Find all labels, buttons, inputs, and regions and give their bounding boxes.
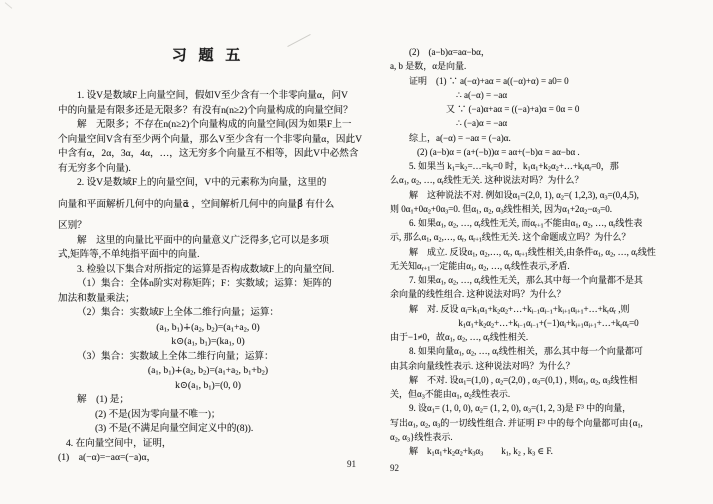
text-line: 有无穷多个向量). — [58, 162, 131, 174]
page-title: 习 题 五 — [171, 48, 245, 64]
text-line: 7. 如果$\alpha_1$, $\alpha_2$, …, $\alpha_r$线性无关，那么其中每一个向量都不是其 — [409, 275, 643, 287]
text-line: 无关知$\alpha_{r+1}$一定能由$\alpha_1$, $\alpha_2$, …, $\alpha_r$线性表示,矛盾. — [390, 260, 570, 273]
text-line: ($a_1$, $b_1)∔(a_2$, $b_2)=(a_1+a_2$, 0) — [156, 321, 260, 334]
text-line: 5. 如果当 $k_1=k_2=\dots=k_r=0$ 时，$k_1\alpha_1+k_2\alpha_2+\dots+k_r\alpha_r=0$，那 — [409, 161, 619, 173]
text-line: 4. 在向量空间中，证明， — [66, 437, 172, 449]
text-line: 写出$\alpha_1$, $\alpha_2$, $\alpha_3$的一切线性组合. 并证明 $F^3$ 中的每个向量都可由{$\alpha_1$, — [390, 417, 643, 430]
text-line: （1）集合：全体n阶实对称矩阵；F：实数域；运算：矩阵的 — [77, 278, 332, 289]
text-line: 向量和平面解析几何中的向量α⃗ ，空间解析几何中的向量β⃗ 有什么 — [58, 198, 335, 210]
text-line: (3) 不是(不满足向量空间定义中的(8)). — [95, 423, 254, 434]
text-line: 解 这种说法不对. 例如设$\alpha_1=(2,0$, 1), $\alpha_2=$( 1,2,3), $\alpha_3=(0,4,5)$, — [409, 189, 639, 202]
text-line: 1. 设V是数域F上向量空间，假如V至少含有一个非零向量α，问V — [77, 90, 348, 101]
text-line: a, b 是数，α是向量. — [390, 61, 467, 72]
text-line: 解 不对. 设$\alpha_1=(1,0)$ , $\alpha_2=(2,0)$ , $\alpha_3=(0,1)$ , 则$\alpha_1$, $\alpha_2$, $\alpha_3$线性相 — [409, 374, 638, 387]
scan-artifact-line — [5, 2, 13, 9]
text-line: 式,矩阵等,不单纯指平面中的向量. — [58, 249, 200, 260]
text-line: ($a_1$, $b_1)∔(a_2$, $b_2)=(a_1+a_2$, $b_1+b_2$) — [147, 365, 269, 377]
text-line: （2）集合：实数域F上全体二维行向量；运算： — [77, 307, 280, 318]
text-line: ∴ a(−α) = −aα — [456, 89, 508, 100]
text-line: 示, 那么$\alpha_1$, $\alpha_2,\dots$, $\alpha_r$, $\alpha_{r+1}$线性无关. 这个命题成立吗？为什么？ — [390, 232, 631, 244]
text-line: 关，但$\alpha_3$不能由$\alpha_1$, $\alpha_2$线性表示. — [390, 389, 511, 401]
page-number-right: 92 — [390, 463, 399, 473]
text-line: 证明 (1) ∵ a(−α)+aα = a((−α)+α) = a0= 0 — [409, 75, 569, 86]
text-line: 综上，a(−α) = −aα = (−a)α. — [409, 132, 511, 143]
page-number-left: 91 — [347, 459, 356, 469]
text-line: 么$\alpha_1$, $\alpha_2$, …, $\alpha_r$线性无关. 这种说法对吗？为什么？ — [390, 175, 584, 187]
text-line: 解 (1) 是； — [77, 394, 129, 405]
text-line: 由其余向量线性表示. 这种说法对吗？为什么？ — [390, 360, 575, 371]
text-line: 又 ∵ (−a)α+aα = ((−a)+a)α = 0α = 0 — [446, 104, 580, 114]
text-line: (1) a(−α)=−aα=(−a)α， — [58, 452, 157, 463]
text-line: 解 对. 反设 $\alpha_i=k_1\alpha_1+k_2\alpha_2+\dots+k_{i-1}\alpha_{i-1}+k_{i+1}\alpha_{i+1}+\dots+k_r\alpha_r$ ,则 — [409, 303, 630, 316]
text-line: $k_1\alpha_1+k_2\alpha_2+\dots+k_{i-1}\alpha_{i-1}+(-1)\alpha_i+k_{i+1}\alpha_{i+1}+\dots+k_r\alpha_r=0$ — [458, 317, 639, 330]
text-line: $k⊙(a_1$, $b_1)=(ka_1$, 0) — [171, 336, 245, 348]
text-line: (2) (a−b)α = (a+(−b))α = aα+(−b)α = aα−bα . — [417, 146, 580, 157]
text-line: 解 $k_1\alpha_1+k_2\alpha_2+k_3\alpha_3$ $k_1$, $k_2$ , $k_3$ ∈ F. — [409, 446, 553, 458]
text-line: (2) (a−b)α=aα−bα， — [409, 47, 490, 57]
text-line: 解 无限多；不存在n(n≥2)个向量构成的向量空间(因为如果F上一 — [77, 119, 352, 130]
right-page-text — [390, 45, 707, 458]
text-line: (2) 不是(因为零向量不唯一)； — [95, 408, 221, 420]
text-line: 解 成立. 反设$\alpha_1$, $\alpha_2,\dots$, $\alpha_r$, $\alpha_{r+1}$线性相关,由条件$\alpha_1$, $\alpha_2$, …, $\alpha_r$线性 — [409, 246, 656, 259]
text-line: 中含有α，2α，3α，4α，…，这无穷多个向量互不相等，因此V中必然含 — [58, 148, 359, 159]
text-line: （3）集合：实数域上全体二维行向量；运算： — [77, 350, 274, 362]
text-line: 则 $0\alpha_1+0\alpha_2+0\alpha_3=0$. 但$\alpha_1$, $\alpha_2$, $\alpha_3$线性相关, 因为$\alpha_1+2\alpha_2-\alpha_3=0$. — [390, 203, 612, 216]
text-line: 加法和数量乘法； — [58, 292, 135, 304]
text-line: 2. 设V是数域F上的向量空间，V中的元素称为向量，这里的 — [77, 177, 327, 188]
text-line: 8. 如果向量$\alpha_1$, $\alpha_2$, …, $\alpha_r$线性相关，那么其中每一个向量都可 — [409, 346, 643, 358]
text-line: 3. 检验以下集合对所指定的运算是否构成数域F上的向量空间. — [77, 263, 335, 275]
text-line: 个向量空间V含有至少两个向量，那么V至少含有一个非零向量α，因此V — [58, 133, 363, 145]
text-line: $k⊙(a_1$, $b_1)=(0$, 0) — [175, 379, 241, 392]
left-page-text — [58, 89, 363, 466]
text-line: 由于−1≠0，故$\alpha_1$, $\alpha_2$, …, $\alpha_r$线性相关. — [390, 332, 529, 344]
text-line: 区别？ — [58, 220, 87, 231]
text-line: $\alpha_2$, $\alpha_3$}线性表示. — [390, 431, 453, 444]
left-page — [58, 0, 363, 504]
text-line: 余向量的线性组合. 这种说法对吗？为什么？ — [390, 289, 566, 300]
text-line: ∴ (−a)α = −aα — [456, 118, 508, 129]
text-line: 解 这里的向量比平面中的向量意义广泛得多,它可以是多项 — [77, 234, 329, 246]
right-page — [390, 0, 707, 504]
text-line: 中的向量是有限多还是无限多？有没有n(n≥2)个向量构成的向量空间？ — [58, 104, 353, 116]
text-line: 6. 如果$\alpha_1$, $\alpha_2$, …, $\alpha_r$线性无关, 而$\alpha_{r+1}$不能由$\alpha_1$, $\alpha_2$, …, $\alpha_r$线性表 — [409, 218, 643, 230]
text-line: 9. 设$\alpha_1= (1$, 0, 0), $\alpha_2= (1$, 2, 0), $\alpha_3=(1$, 2, 3)是 $F^3$ 中的向量， — [409, 403, 632, 415]
